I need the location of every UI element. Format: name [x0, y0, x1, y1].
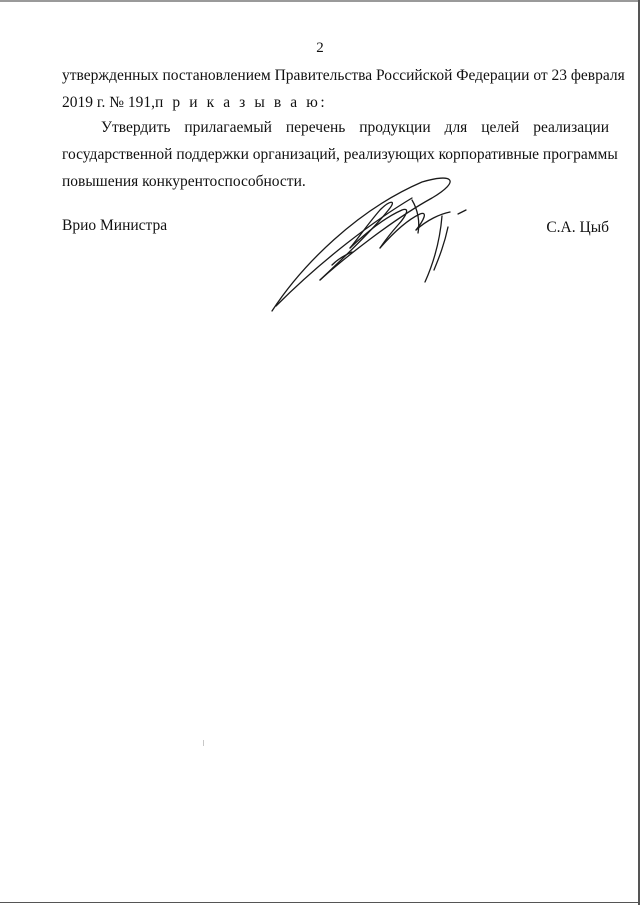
- scan-edge-bottom: [0, 902, 640, 903]
- paragraph-decree-basis: [62, 62, 625, 116]
- page-number: 2: [316, 40, 324, 56]
- paragraph-line: утвержденных постановлением Правительства Российской Федерации от 23 февраля: [62, 67, 625, 84]
- paragraph-line: повышения конкурентоспособности.: [62, 173, 306, 190]
- paragraph-line: государственной поддержки организаций, реализующих корпоративные программы: [62, 146, 618, 163]
- decree-reference: 2019 г. № 191,: [62, 94, 156, 111]
- order-word: п р и к а з ы в а ю:: [155, 94, 328, 111]
- scan-edge-top: [0, 0, 640, 2]
- scan-speck: [203, 740, 204, 746]
- paragraph-line: Утвердить прилагаемый перечень продукции для целей реализации: [101, 119, 609, 136]
- position-title: Врио Министра: [62, 217, 168, 234]
- handwritten-signature-icon: [262, 170, 482, 320]
- signer-name: С.А. Цыб: [546, 219, 609, 236]
- paragraph-line: [62, 89, 609, 116]
